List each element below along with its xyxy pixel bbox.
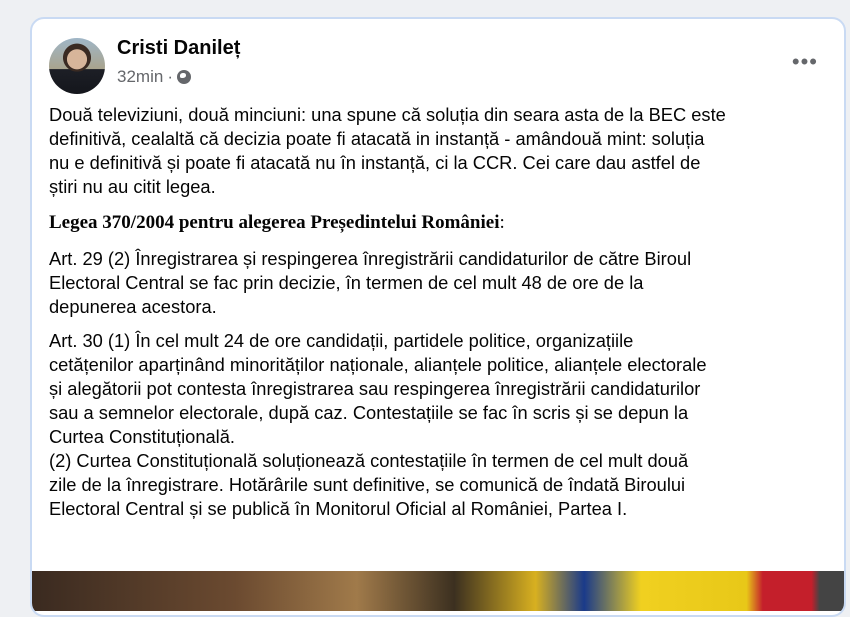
text-line: Curtea Constituțională. xyxy=(49,426,235,447)
post-time[interactable]: 32min xyxy=(117,67,164,86)
text-line: cetățenilor aparținând minorităților naționale, alianțele politice, alianțele electorale xyxy=(49,354,707,375)
text-line: știri nu au citit legea. xyxy=(49,176,216,197)
text-line: sau a semnelor electorale, după caz. Contestațiile se fac în scris și se depun la xyxy=(49,402,689,423)
text-line: Electoral Central și se publică în Monitorul Oficial al României, Partea I. xyxy=(49,498,628,519)
text-line: și alegătorii pot contesta înregistrarea sau respingerea înregistrării candidaturilor xyxy=(49,378,701,399)
art29-paragraph xyxy=(49,247,839,319)
text-line: Art. 29 (2) Înregistrarea și respingerea înregistrării candidaturilor de către Biroul xyxy=(49,248,692,269)
author-avatar[interactable] xyxy=(49,38,105,94)
post-meta xyxy=(117,67,191,87)
globe-icon xyxy=(177,70,191,84)
post-image[interactable] xyxy=(32,571,844,611)
text-line: depunerea acestora. xyxy=(49,296,217,317)
post-text xyxy=(49,103,839,531)
text-line: Două televiziuni, două minciuni: una spune că soluția din seara asta de la BEC este xyxy=(49,104,726,125)
law-heading xyxy=(49,211,839,235)
meta-separator: · xyxy=(167,67,173,86)
text-line: zile de la înregistrare. Hotărârile sunt definitive, se comunică de îndată Biroului xyxy=(49,474,686,495)
author-name[interactable]: Cristi Danileț xyxy=(117,37,241,59)
intro-paragraph xyxy=(49,103,839,199)
law-title: Legea 370/2004 pentru alegerea Președintelui României xyxy=(49,212,500,233)
heading-colon: : xyxy=(499,212,505,233)
text-line: (2) Curtea Constituțională soluționează contestațiile în termen de cel mult două xyxy=(49,450,689,471)
art30-paragraph xyxy=(49,329,839,521)
post-card xyxy=(30,17,846,617)
text-line: definitivă, cealaltă că decizia poate fi atacată in instanță - amândouă mint: soluția xyxy=(49,128,705,149)
text-line: Art. 30 (1) În cel mult 24 de ore candidații, partidele politice, organizațiile xyxy=(49,330,634,351)
text-line: nu e definitivă și poate fi atacată nu în instanță, ci la CCR. Cei care dau astfel de xyxy=(49,152,701,173)
more-options-button[interactable]: ••• xyxy=(791,49,818,74)
text-line: Electoral Central se fac prin decizie, în termen de cel mult 48 de ore de la xyxy=(49,272,644,293)
